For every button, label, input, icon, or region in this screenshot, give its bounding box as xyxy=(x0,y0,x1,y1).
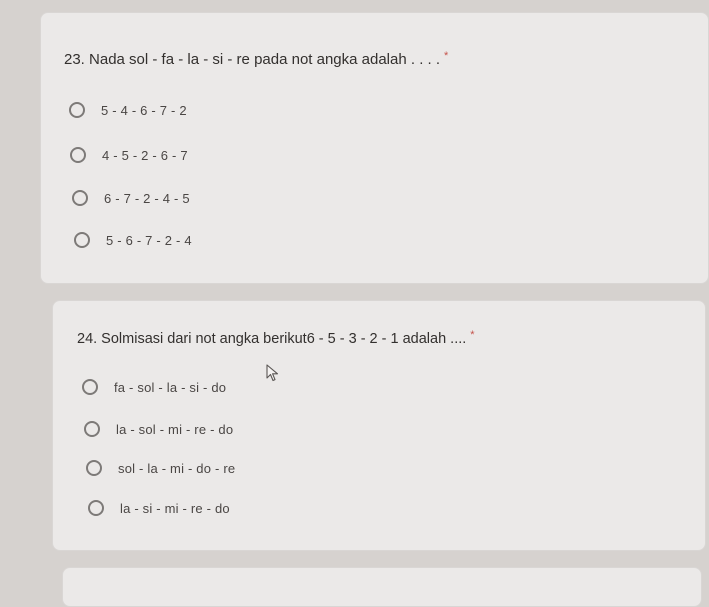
question-title xyxy=(77,331,475,347)
answer-option[interactable] xyxy=(74,232,192,248)
answer-option[interactable] xyxy=(72,190,190,206)
radio-button-icon[interactable] xyxy=(82,379,98,395)
mouse-pointer-icon xyxy=(266,364,280,382)
option-label: 5 - 6 - 7 - 2 - 4 xyxy=(106,232,192,248)
option-label: 4 - 5 - 2 - 6 - 7 xyxy=(102,147,188,163)
question-title xyxy=(64,51,448,68)
question-card-24 xyxy=(52,300,706,551)
answer-option[interactable] xyxy=(82,379,226,395)
answer-option[interactable] xyxy=(86,460,235,476)
answer-option[interactable] xyxy=(69,102,187,118)
required-asterisk: * xyxy=(444,50,449,62)
radio-button-icon[interactable] xyxy=(70,147,86,163)
option-label: la - si - mi - re - do xyxy=(120,500,230,516)
radio-button-icon[interactable] xyxy=(86,460,102,476)
answer-option[interactable] xyxy=(84,421,233,437)
question-text: 23. Nada sol - fa - la - si - re pada not angka adalah . . . . xyxy=(64,51,441,68)
option-label: 5 - 4 - 6 - 7 - 2 xyxy=(101,102,187,118)
radio-button-icon[interactable] xyxy=(74,232,90,248)
radio-button-icon[interactable] xyxy=(88,500,104,516)
answer-option[interactable] xyxy=(88,500,230,516)
radio-button-icon[interactable] xyxy=(69,102,85,118)
option-label: sol - la - mi - do - re xyxy=(118,460,236,476)
question-card-next xyxy=(62,567,702,607)
radio-button-icon[interactable] xyxy=(84,421,100,437)
option-label: 6 - 7 - 2 - 4 - 5 xyxy=(104,190,190,206)
option-label: fa - sol - la - si - do xyxy=(114,379,227,395)
radio-button-icon[interactable] xyxy=(72,190,88,206)
required-asterisk: * xyxy=(470,329,475,341)
question-text: 24. Solmisasi dari not angka berikut6 - 5 - 3 - 2 - 1 adalah .... xyxy=(77,331,467,347)
question-card-23 xyxy=(40,12,709,284)
answer-option[interactable] xyxy=(70,147,188,163)
option-label: la - sol - mi - re - do xyxy=(116,421,234,437)
